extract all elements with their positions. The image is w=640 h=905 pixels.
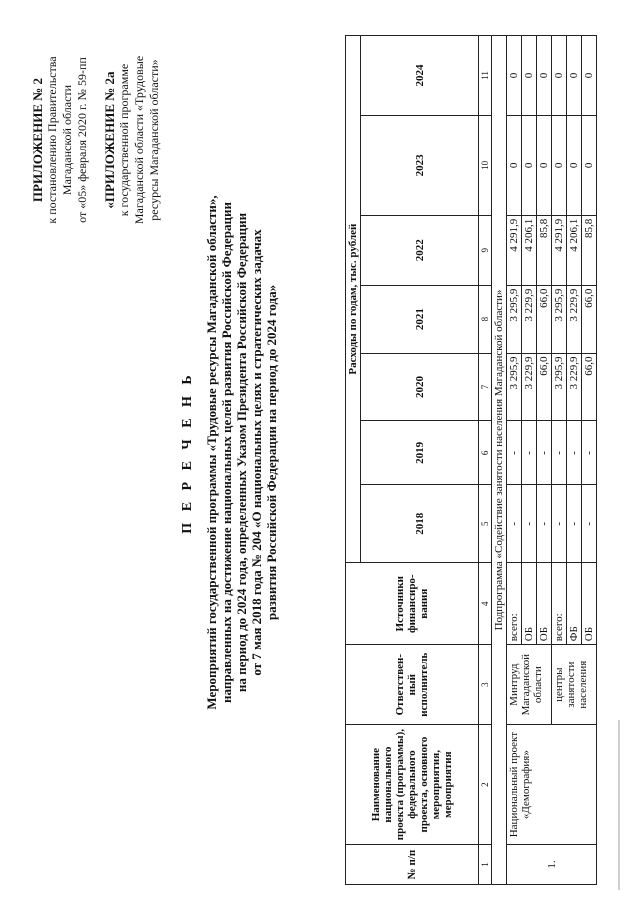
value-cell: 0 [537, 36, 552, 116]
header-year: 2021 [361, 285, 479, 353]
header-year: 2022 [361, 215, 479, 285]
document-heading [180, 40, 279, 865]
value-cell: 4 291,9 [507, 215, 522, 285]
appendix-title-2: «ПРИЛОЖЕНИЕ № 2а [102, 71, 117, 209]
project-name: Национальный проект «Демография» [507, 725, 597, 845]
source-cell: всего: [507, 563, 522, 645]
value-cell: - [537, 485, 552, 563]
table-row [507, 36, 522, 885]
header-name: Наименование национального проекта (программы), федерального проекта, основного мероприятия, мероприятия [346, 725, 479, 845]
heading-line: развития Российской Федерации на период до 2024 года» [264, 284, 279, 621]
value-cell: - [552, 485, 567, 563]
source-cell: всего: [552, 563, 567, 645]
header-executor: Ответствен-ный исполнитель [346, 645, 479, 725]
value-cell: 3 295,9 [507, 285, 522, 353]
value-cell: - [552, 421, 567, 485]
value-cell: - [507, 485, 522, 563]
source-cell: ОБ [537, 563, 552, 645]
column-number: 10 [479, 115, 492, 215]
subprogram-row [492, 36, 507, 885]
header-row [346, 36, 361, 885]
source-cell: ОБ [582, 563, 597, 645]
value-cell: 0 [522, 115, 537, 215]
row-number: 1. [507, 845, 597, 885]
appendix-title: ПРИЛОЖЕНИЕ № 2 [30, 77, 45, 203]
column-number: 3 [479, 645, 492, 725]
appendix-line: от «05» февраля 2020 г. № 59-пп [75, 57, 89, 223]
header-expenses: Расходы по годам, тыс. рублей [346, 36, 361, 563]
header-year: 2020 [361, 353, 479, 421]
value-cell: 3 295,9 [552, 285, 567, 353]
header-num: № п/п [346, 845, 479, 885]
value-cell: 3 295,9 [507, 353, 522, 421]
appendix-line: ресурсы Магаданской области» [147, 59, 161, 221]
appendix-block [30, 15, 162, 265]
value-cell: 0 [507, 115, 522, 215]
executor-cell: Минтруд Магаданской области [507, 645, 552, 725]
appendix-line: Магаданской области [60, 84, 74, 196]
value-cell: 3 295,9 [552, 353, 567, 421]
value-cell: 3 229,9 [567, 353, 582, 421]
value-cell: 66,0 [582, 353, 597, 421]
value-cell: 0 [582, 115, 597, 215]
value-cell: 4 291,9 [552, 215, 567, 285]
value-cell: - [582, 421, 597, 485]
header-sources: Источники финансиро-вания [346, 563, 479, 645]
column-number: 1 [479, 845, 492, 885]
heading-line: на период до 2024 года, определенных Указом Президента Российской Федерации [234, 212, 249, 693]
value-cell: 4 206,1 [522, 215, 537, 285]
executor-cell: центры занятости населения [552, 645, 597, 725]
column-number: 5 [479, 485, 492, 563]
value-cell: 0 [552, 115, 567, 215]
header-year: 2018 [361, 485, 479, 563]
column-number: 11 [479, 36, 492, 116]
expenses-table [345, 35, 597, 885]
value-cell: - [522, 421, 537, 485]
value-cell: 0 [567, 36, 582, 116]
value-cell: 0 [537, 115, 552, 215]
value-cell: - [582, 485, 597, 563]
value-cell: 4 206,1 [567, 215, 582, 285]
column-number: 8 [479, 285, 492, 353]
value-cell: 66,0 [537, 353, 552, 421]
value-cell: 0 [567, 115, 582, 215]
value-cell: 3 229,9 [567, 285, 582, 353]
value-cell: 3 229,9 [522, 285, 537, 353]
value-cell: 0 [522, 36, 537, 116]
value-cell: 85,8 [537, 215, 552, 285]
source-cell: ФБ [567, 563, 582, 645]
value-cell: - [567, 485, 582, 563]
value-cell: - [537, 421, 552, 485]
heading-line: Мероприятий государственной программы «Трудовые ресурсы Магаданской области», [204, 195, 219, 710]
column-number: 2 [479, 725, 492, 845]
value-cell: - [522, 485, 537, 563]
column-number: 7 [479, 353, 492, 421]
value-cell: 66,0 [537, 285, 552, 353]
appendix-line: к постановлению Правительства [45, 56, 59, 224]
column-number-row [479, 36, 492, 885]
appendix-line: Магаданской области «Трудовые [132, 55, 146, 225]
value-cell: 3 229,9 [522, 353, 537, 421]
column-number: 4 [479, 563, 492, 645]
value-cell: - [507, 421, 522, 485]
value-cell: 85,8 [582, 215, 597, 285]
appendix-line: к государственной программе [117, 63, 131, 217]
column-number: 6 [479, 421, 492, 485]
value-cell: - [567, 421, 582, 485]
value-cell: 0 [507, 36, 522, 116]
header-year: 2023 [361, 115, 479, 215]
value-cell: 66,0 [582, 285, 597, 353]
column-number: 9 [479, 215, 492, 285]
heading-word: П Е Р Е Ч Е Н Ь [180, 371, 195, 534]
header-year: 2024 [361, 36, 479, 116]
source-cell: ОБ [522, 563, 537, 645]
header-year: 2019 [361, 421, 479, 485]
value-cell: 0 [552, 36, 567, 116]
value-cell: 0 [582, 36, 597, 116]
subprogram-title: Подпрограмма «Содействие занятости населения Магаданской области» [492, 36, 507, 885]
heading-line: направленных на достижение национальных целей развития Российской Федерации [219, 202, 234, 703]
heading-line: от 7 мая 2018 года № 204 «О национальных целях и стратегических задачах [249, 229, 264, 676]
